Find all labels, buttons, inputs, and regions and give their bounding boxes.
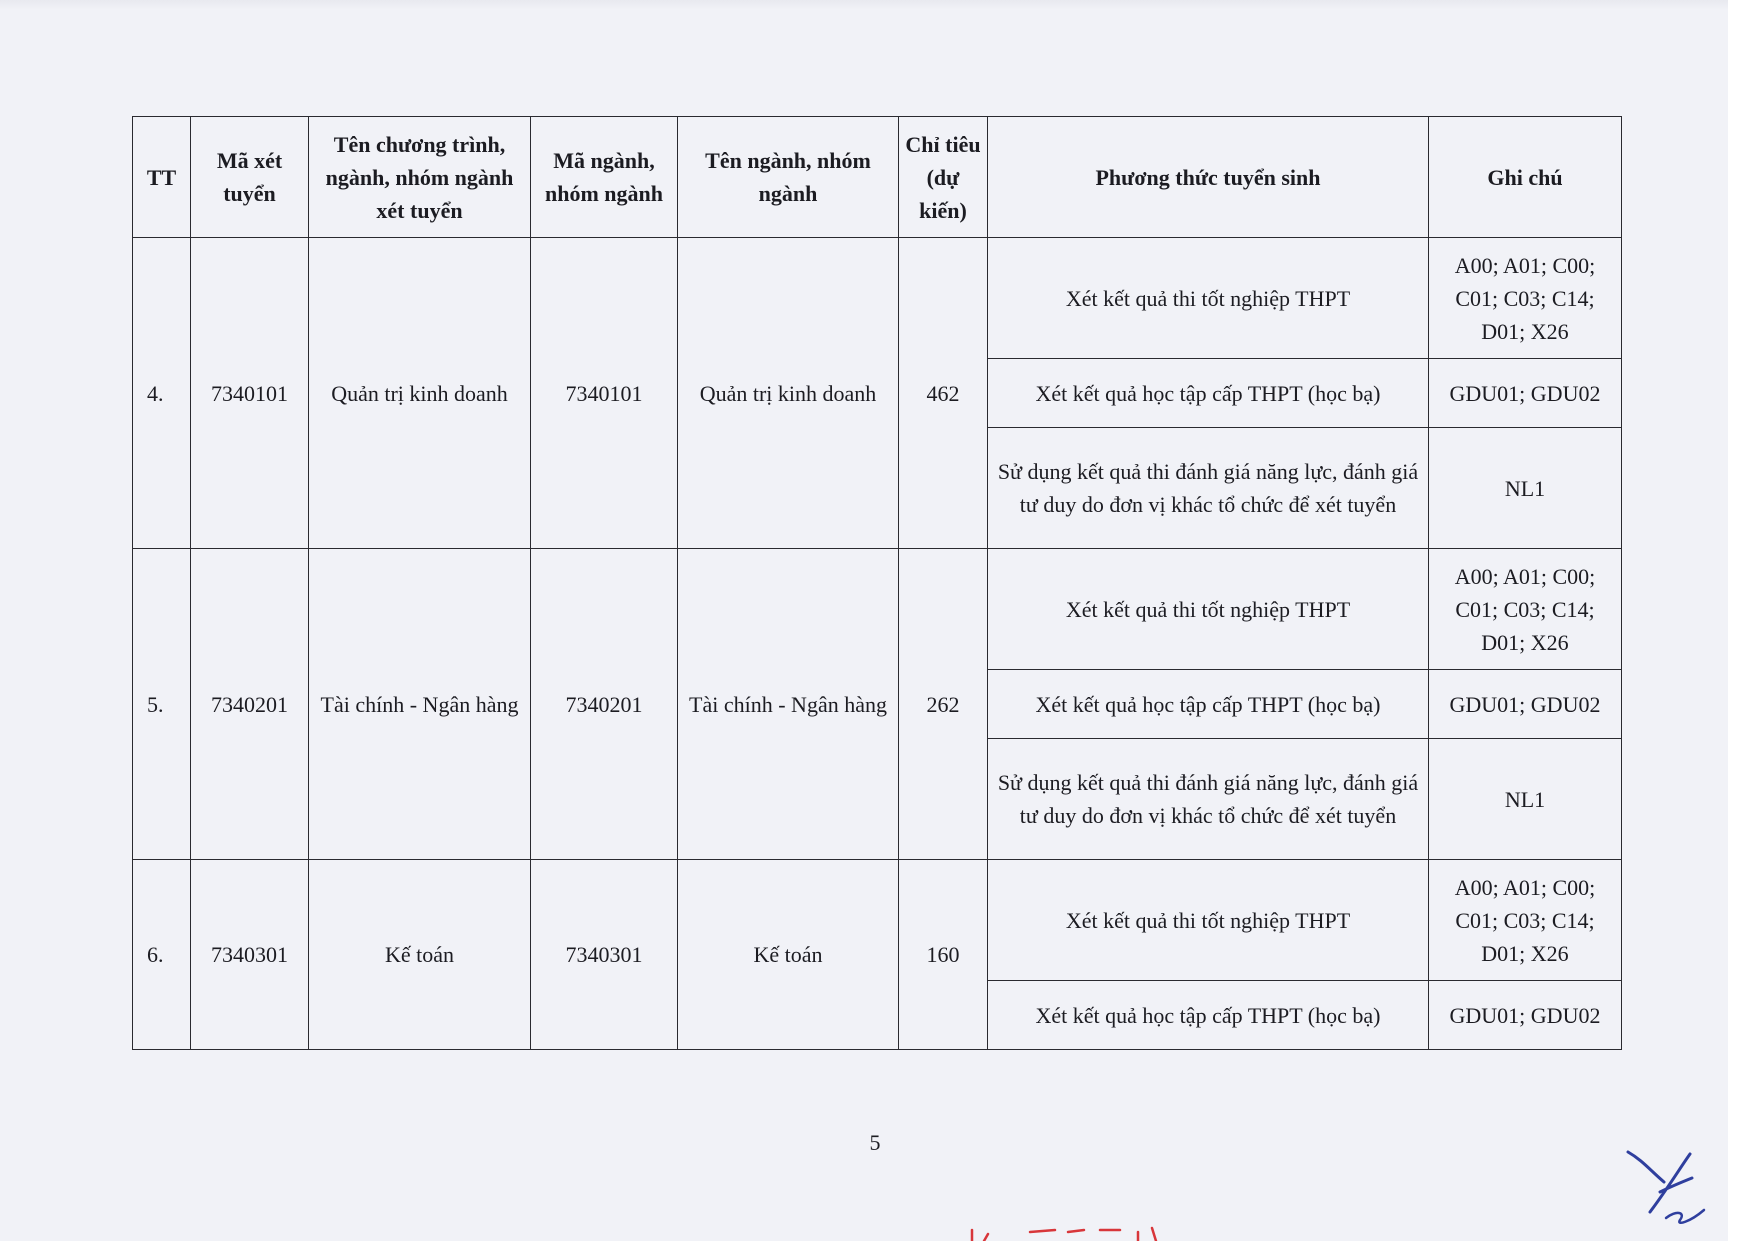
cell-ten-nganh: Kế toán [678,860,899,1050]
cell-ma-xet-tuyen: 7340101 [191,238,309,549]
cell-ma-nganh: 7340201 [531,549,678,860]
cell-tt: 4. [133,238,191,549]
table-row [133,549,1622,670]
cell-tt: 5. [133,549,191,860]
cell-ghi-chu: A00; A01; C00; C01; C03; C14; D01; X26 [1429,238,1622,359]
cell-ghi-chu: NL1 [1429,428,1622,549]
signature-stroke [1628,1152,1692,1212]
cell-ghi-chu: A00; A01; C00; C01; C03; C14; D01; X26 [1429,860,1622,981]
cell-phuong-thuc: Xét kết quả thi tốt nghiệp THPT [988,549,1429,670]
cell-ma-nganh: 7340301 [531,860,678,1050]
stamp-fragment [972,1228,1156,1241]
table-row [133,238,1622,359]
header-ten-chuong-trinh: Tên chương trình, ngành, nhóm ngành xét tuyển [309,117,531,238]
scan-top-edge [0,0,1755,10]
table-header-row [133,117,1622,238]
cell-chi-tieu: 160 [899,860,988,1050]
cell-ten-chuong-trinh: Quản trị kinh doanh [309,238,531,549]
cell-phuong-thuc: Xét kết quả học tập cấp THPT (học bạ) [988,670,1429,739]
cell-phuong-thuc: Sử dụng kết quả thi đánh giá năng lực, đánh giá tư duy do đơn vị khác tổ chức để xét tuyển [988,428,1429,549]
cell-ma-xet-tuyen: 7340301 [191,860,309,1050]
header-tt: TT [133,117,191,238]
cell-ghi-chu: NL1 [1429,739,1622,860]
table-row [133,860,1622,981]
page-number: 5 [869,1130,881,1155]
header-chi-tieu: Chỉ tiêu (dự kiến) [899,117,988,238]
cell-ten-chuong-trinh: Tài chính - Ngân hàng [309,549,531,860]
cell-phuong-thuc: Xét kết quả thi tốt nghiệp THPT [988,238,1429,359]
cell-ghi-chu: A00; A01; C00; C01; C03; C14; D01; X26 [1429,549,1622,670]
header-ma-nganh: Mã ngành, nhóm ngành [531,117,678,238]
cell-chi-tieu: 462 [899,238,988,549]
signature-loop [1666,1210,1704,1223]
cell-phuong-thuc: Xét kết quả học tập cấp THPT (học bạ) [988,359,1429,428]
cell-ten-nganh: Quản trị kinh doanh [678,238,899,549]
stamp-edge-icon [960,1220,1200,1241]
cell-phuong-thuc: Xét kết quả học tập cấp THPT (học bạ) [988,981,1429,1050]
signature-mark-icon [1620,1148,1710,1228]
header-ma-xet-tuyen: Mã xét tuyển [191,117,309,238]
cell-ghi-chu: GDU01; GDU02 [1429,359,1622,428]
admissions-table [132,116,1622,1050]
header-ten-nganh: Tên ngành, nhóm ngành [678,117,899,238]
scan-right-edge [1728,0,1755,1241]
cell-ghi-chu: GDU01; GDU02 [1429,981,1622,1050]
cell-ghi-chu: GDU01; GDU02 [1429,670,1622,739]
header-phuong-thuc: Phương thức tuyển sinh [988,117,1429,238]
cell-tt: 6. [133,860,191,1050]
header-ghi-chu: Ghi chú [1429,117,1622,238]
cell-ma-xet-tuyen: 7340201 [191,549,309,860]
cell-ten-chuong-trinh: Kế toán [309,860,531,1050]
cell-phuong-thuc: Sử dụng kết quả thi đánh giá năng lực, đánh giá tư duy do đơn vị khác tổ chức để xét tuyển [988,739,1429,860]
cell-ma-nganh: 7340101 [531,238,678,549]
cell-chi-tieu: 262 [899,549,988,860]
cell-phuong-thuc: Xét kết quả thi tốt nghiệp THPT [988,860,1429,981]
cell-ten-nganh: Tài chính - Ngân hàng [678,549,899,860]
